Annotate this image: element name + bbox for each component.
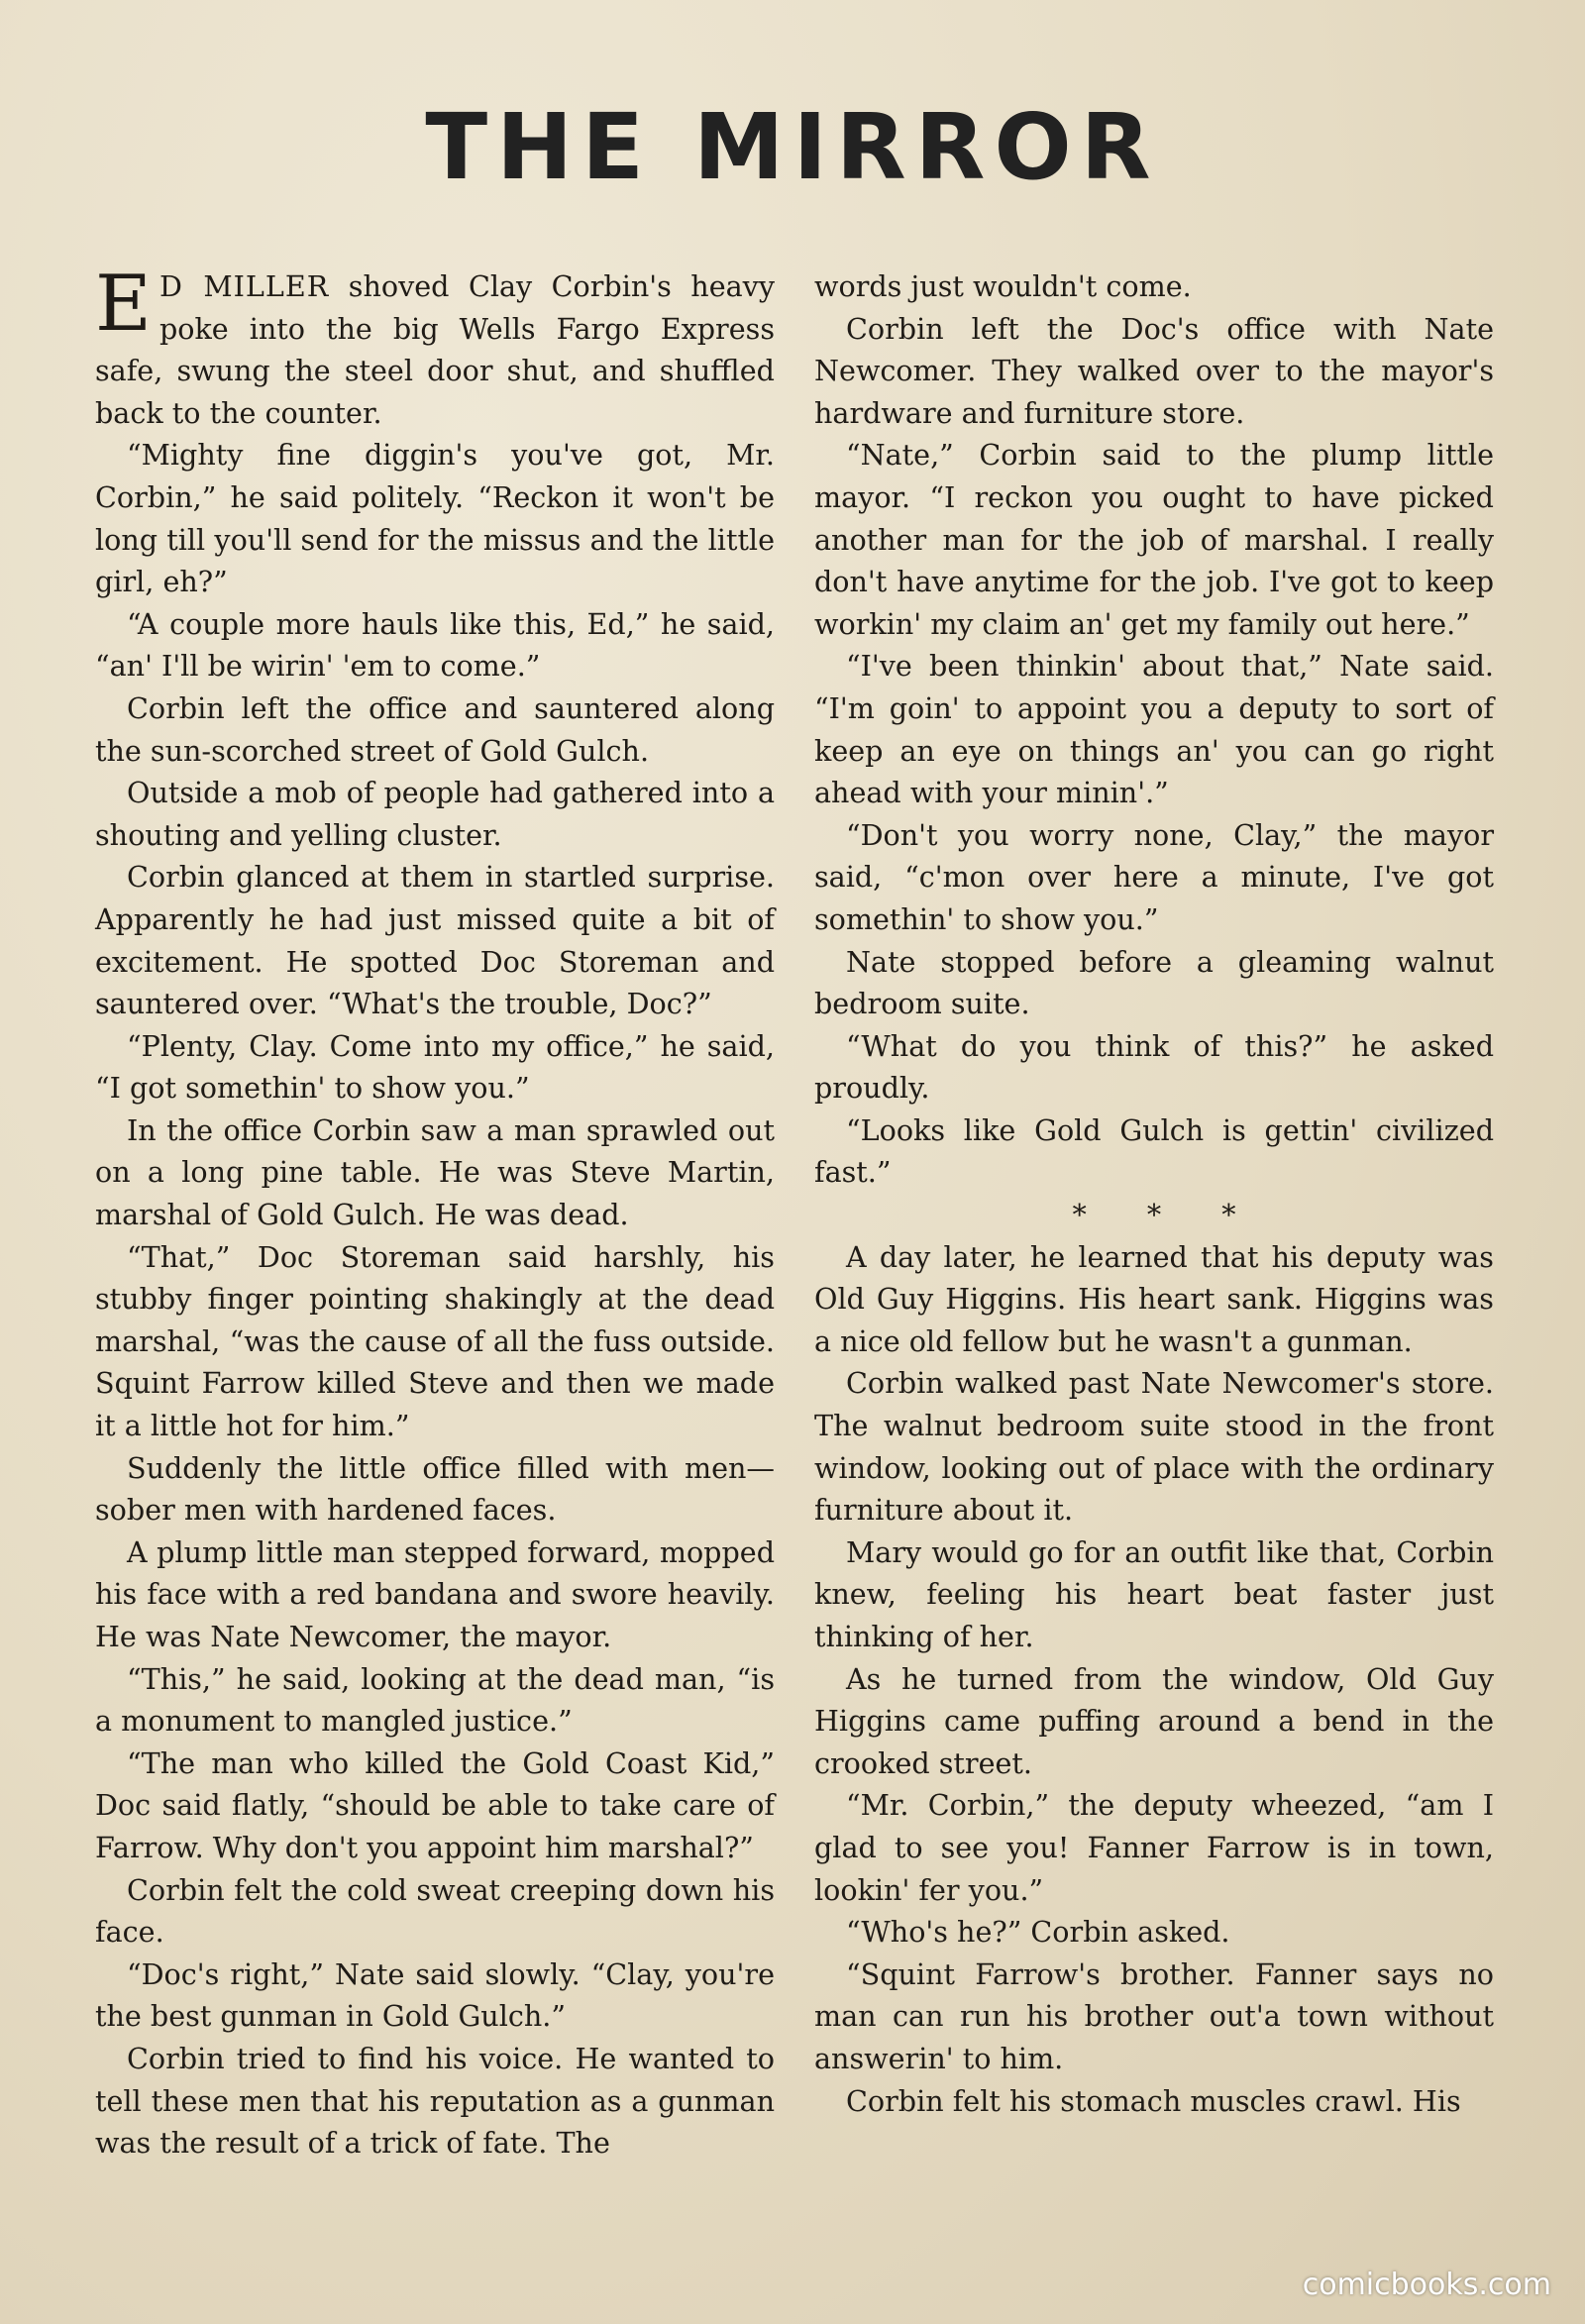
paragraph: Corbin felt his stomach muscles crawl. His <box>846 2083 1461 2118</box>
paragraph: “Doc's right,” Nate said slowly. “Clay, you're the best gunman in Gold Gulch.” <box>95 1956 775 2034</box>
paragraph: “This,” he said, looking at the dead man, “is a monument to mangled justice.” <box>95 1661 775 1739</box>
paragraph: “Nate,” Corbin said to the plump little mayor. “I reckon you ought to have picked another man for the job of marshal. I really don't have anytime for the job. I've got to keep workin' my claim an' get my family out here.” <box>814 438 1494 641</box>
paragraph: Corbin felt the cold sweat creeping down his face. <box>95 1872 775 1950</box>
paragraph: Corbin tried to find his voice. He wanted to tell these men that his reputation as a gunman was the result of a trick of fate. The <box>95 2041 775 2161</box>
paragraph: In the office Corbin saw a man sprawled out on a long pine table. He was Steve Martin, marshal of Gold Gulch. He was dead. <box>95 1112 775 1232</box>
section-break: * * * <box>1072 1198 1262 1232</box>
paragraph: “Mighty fine diggin's you've got, Mr. Corbin,” he said politely. “Reckon it won't be long till you'll send for the missus and the little girl, eh?” <box>95 438 775 599</box>
paragraph: “The man who killed the Gold Coast Kid,” Doc said flatly, “should be able to take care of Farrow. Why don't you appoint him marshal?” <box>95 1745 775 1864</box>
paragraph: Suddenly the little office filled with men—sober men with hardened faces. <box>95 1450 775 1528</box>
paragraph: A plump little man stepped forward, mopped his face with a red bandana and swore heavily. He was Nate Newcomer, the mayor. <box>95 1534 775 1653</box>
drop-cap: E <box>95 260 152 349</box>
paragraph: Corbin left the Doc's office with Nate Newcomer. They walked over to the mayor's hardware and furniture store. <box>814 311 1494 430</box>
paragraph: “A couple more hauls like this, Ed,” he said, “an' I'll be wirin' 'em to come.” <box>95 606 775 684</box>
paragraph: “Mr. Corbin,” the deputy wheezed, “am I glad to see you! Fanner Farrow is in town, lookin' fer you.” <box>814 1788 1494 1907</box>
paragraph: “I've been thinkin' about that,” Nate said. “I'm goin' to appoint you a deputy to sort of keep an eye on things an' you can go right ahead with your minin'.” <box>814 649 1494 810</box>
paragraph: “Squint Farrow's brother. Fanner says no man can run his brother out'a town without answerin' to him. <box>814 1956 1494 2075</box>
paragraph: “That,” Doc Storeman said harshly, his stubby finger pointing shakingly at the dead marshal, “was the cause of all the fuss outside. Squint Farrow killed Steve and then we made it a little hot for him.” <box>95 1239 775 1443</box>
left-column <box>95 260 775 2165</box>
paragraph: As he turned from the window, Old Guy Higgins came puffing around a bend in the crooked street. <box>814 1661 1494 1780</box>
right-column <box>814 265 1494 2122</box>
paragraph: Corbin walked past Nate Newcomer's store. The walnut bedroom suite stood in the front window, looking out of place with the ordinary furniture about it. <box>814 1366 1494 1528</box>
paragraph: Corbin left the office and sauntered along the sun-scorched street of Gold Gulch. <box>95 690 775 768</box>
paragraph: “Looks like Gold Gulch is gettin' civilized fast.” <box>814 1112 1494 1190</box>
paragraph: Nate stopped before a gleaming walnut bedroom suite. <box>814 944 1494 1021</box>
opening-paragraph <box>95 260 775 434</box>
paragraph: “Don't you worry none, Clay,” the mayor said, “c'mon over here a minute, I've got somethin' to show you.” <box>814 817 1494 936</box>
paragraph: “Who's he?” Corbin asked. <box>846 1915 1230 1950</box>
continued-paragraph: words just wouldn't come. <box>814 269 1192 303</box>
paragraph: “What do you think of this?” he asked proudly. <box>814 1028 1494 1106</box>
paragraph: Outside a mob of people had gathered into a shouting and yelling cluster. <box>95 776 775 852</box>
paragraph: A day later, he learned that his deputy was Old Guy Higgins. His heart sank. Higgins was a nice old fellow but he wasn't a gunman. <box>814 1239 1494 1358</box>
paragraph: Corbin glanced at them in startled surprise. Apparently he had just missed quite a bit of excitement. He spotted Doc Storeman and sauntered over. “What's the trouble, Doc?” <box>95 860 775 1021</box>
lead-in: D MILLER <box>158 269 330 303</box>
watermark: comicbooks.com <box>1302 2268 1551 2302</box>
story-title: THE MIRROR <box>425 94 1160 200</box>
paragraph: “Plenty, Clay. Come into my office,” he said, “I got somethin' to show you.” <box>95 1028 775 1106</box>
paragraph: Mary would go for an outfit like that, Corbin knew, feeling his heart beat faster just thinking of her. <box>814 1534 1494 1653</box>
opening-text: shoved Clay Corbin's heavy poke into the big Wells Fargo Express safe, swung the steel door shut, and shuffled back to the counter. <box>95 269 775 430</box>
